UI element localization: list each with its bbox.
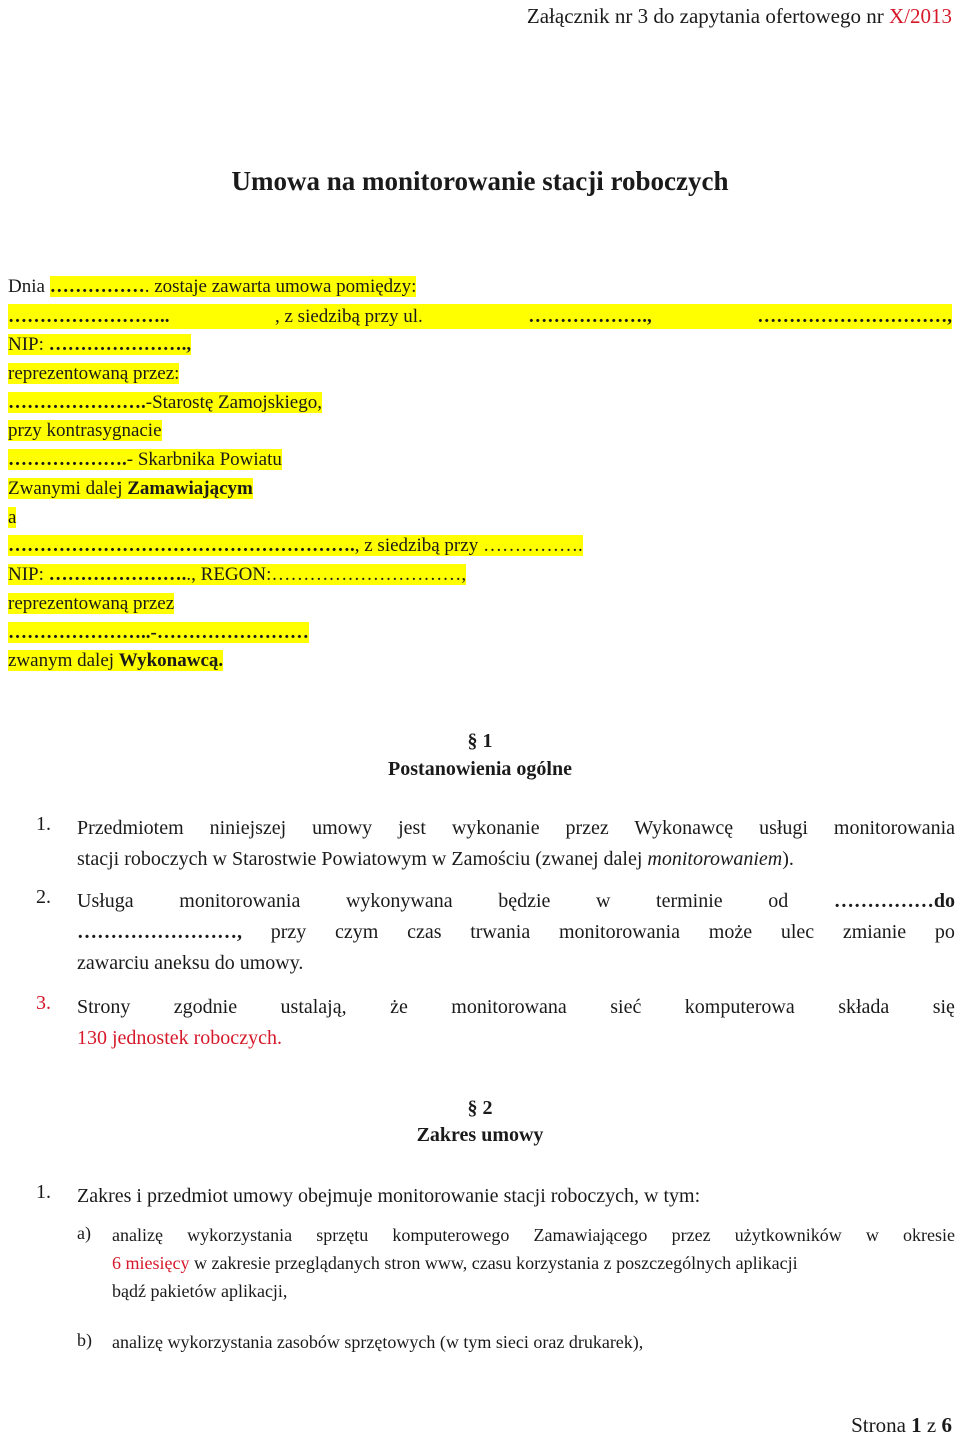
parties-line-and: a bbox=[8, 507, 17, 528]
attachment-header-number: X/2013 bbox=[889, 4, 952, 28]
parties-line-orderer: Zwanymi dalej Zamawiającym bbox=[8, 478, 253, 499]
parties-line-treasurer: ……………….- Skarbnika Powiatu bbox=[8, 449, 282, 470]
parties-line-contractor: zwanym dalej Wykonawcą. bbox=[8, 650, 224, 671]
item-2-line-1: Usługa monitorowania wykonywana będzie w terminie od ……………do bbox=[77, 890, 955, 912]
parties-line-represented: reprezentowaną przez: bbox=[8, 363, 180, 384]
page-number: Strona 1 z 6 bbox=[851, 1413, 952, 1437]
section-1-symbol: § 1 bbox=[467, 730, 493, 752]
section-2-sub-b-label: b) bbox=[77, 1330, 92, 1350]
item-2-line-2: ……………………, przy czym czas trwania monitorowania może ulec zmianie po bbox=[77, 921, 955, 943]
attachment-header-prefix: Załącznik nr 3 do zapytania ofertowego nr bbox=[526, 4, 889, 28]
parties-line-contractor-nip: NIP: ………………….., REGON:…………………………, bbox=[8, 564, 467, 585]
parties-line-date: Dnia ……………. zostaje zawarta umowa pomiędzy: bbox=[8, 276, 417, 297]
section-2-title: Zakres umowy bbox=[416, 1124, 544, 1146]
parties-line-contractor-rep-dots: …………………..-…………………… bbox=[8, 622, 309, 643]
section-1-item-1-text: Przedmiotem niniejszej umowy jest wykonanie przez Wykonawcę usługi monitorowania stacji roboczych w Starostwie Powiatowym w Zamościu (zwanej dalej monitorowaniem). bbox=[77, 817, 955, 870]
date-placeholder: ……………. zostaje zawarta umowa pomiędzy: bbox=[49, 276, 417, 297]
section-2-sub-b-text: analizę wykorzystania zasobów sprzętowych (w tym sieci oraz drukarek), bbox=[112, 1332, 644, 1352]
parties-line-contractor-represented: reprezentowaną przez bbox=[8, 593, 175, 614]
section-2-item-1-text: Zakres i przedmiot umowy obejmuje monitorowanie stacji roboczych, w tym: bbox=[77, 1185, 701, 1207]
section-1-item-2-number: 2. bbox=[36, 886, 51, 908]
section-1-title: Postanowienia ogólne bbox=[388, 758, 572, 780]
parties-line-countersign: przy kontrasygnacie bbox=[8, 420, 162, 441]
section-1-item-3-number: 3. bbox=[36, 992, 51, 1014]
section-2-symbol: § 2 bbox=[467, 1097, 493, 1119]
attachment-header bbox=[527, 4, 952, 29]
contract-title: Umowa na monitorowanie stacji roboczych bbox=[231, 166, 729, 196]
item-3-line-1: Strony zgodnie ustalają, że monitorowana sieć komputerowa składa się bbox=[77, 996, 955, 1018]
section-1-item-3-text: Strony zgodnie ustalają, że monitorowana sieć komputerowa składa się 130 jednostek roboczych. bbox=[77, 992, 955, 1054]
parties-line-address: …………………….. , z siedzibą przy ul. ………………., …………………………, bbox=[8, 306, 952, 327]
section-1-item-2-text: Usługa monitorowania wykonywana będzie w terminie od ……………do ……………………, przy czym czas trwania monitorowania może ulec zmianie po zawarciu aneksu do umowy. bbox=[77, 886, 955, 979]
parties-line-contractor-address: ………………………………………………., z siedzibą przy ……………. bbox=[8, 535, 583, 556]
section-1-item-1-number: 1. bbox=[36, 813, 51, 835]
section-2-sub-a-text: analizę wykorzystania sprzętu komputerowego Zamawiającego przez użytkowników w okresie 6 miesięcy w zakresie przeglądanych stron www, czasu korzystania z poszczególnych aplikacji bądź pakietów aplikacji, bbox=[112, 1225, 955, 1301]
section-2-item-1-number: 1. bbox=[36, 1181, 51, 1203]
parties-line-nip: NIP: …………………., bbox=[8, 334, 192, 355]
parties-line-starosta: ………………….-Starostę Zamojskiego, bbox=[8, 392, 322, 413]
section-2-sub-a-label: a) bbox=[77, 1223, 91, 1243]
